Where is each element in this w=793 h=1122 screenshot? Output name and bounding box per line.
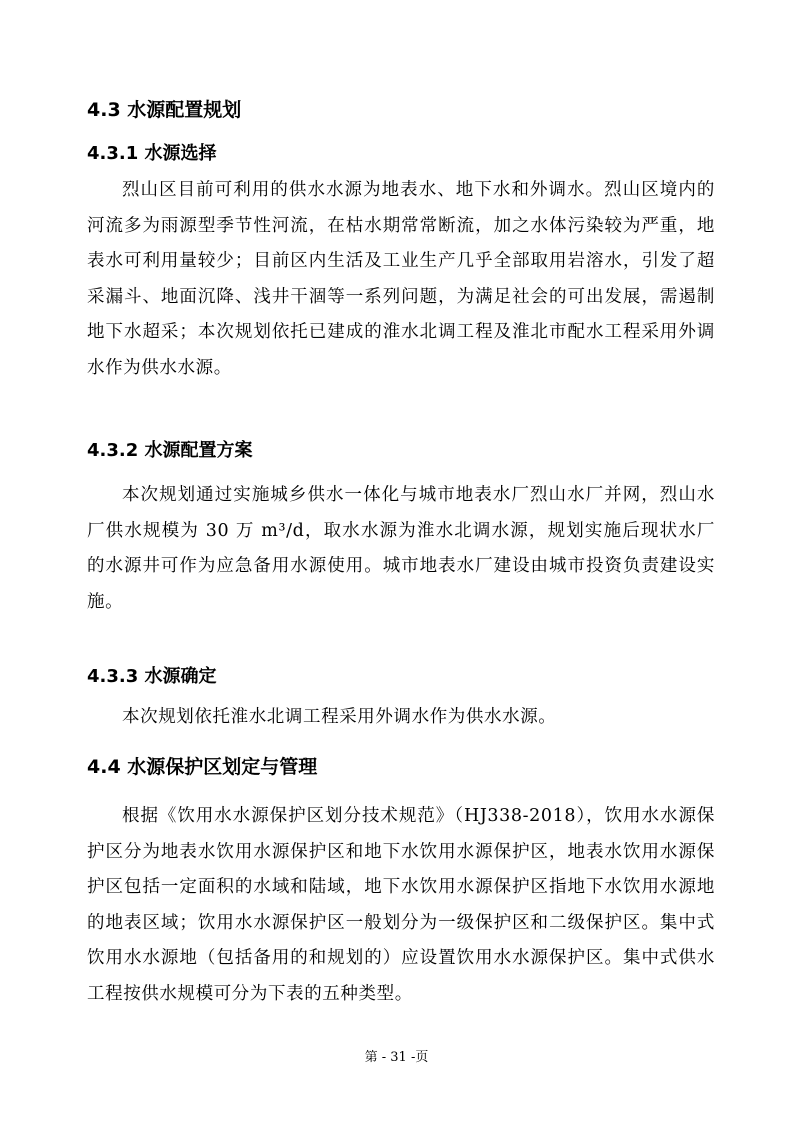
section-4-4-paragraph: 根据《饮用水水源保护区划分技术规范》（HJ338-2018），饮用水水源保护区分为地表水饮用水源保护区和地下水饮用水源保护区，地表水饮用水源保护区包括一定面积的水域和陆域，地下水饮用水源保护区指地下水饮用水源地的地表区域；饮用水水源保护区一般划分为一级保护区和二级保护区。集中式饮用水水源地（包括备用的和规划的）应设置饮用水水源保护区。集中式供水工程按供水规模可分为下表的五种类型。 [87, 806, 715, 1004]
section-4-3-1-paragraph: 烈山区目前可利用的供水水源为地表水、地下水和外调水。烈山区境内的河流多为雨源型季节性河流，在枯水期常常断流，加之水体污染较为严重，地表水可利用量较少；目前区内生活及工业生产几乎全部取用岩溶水，引发了超采漏斗、地面沉降、浅井干涸等一系列问题，为满足社会的可出发展，需遏制地下水超采；本次规划依托已建成的淮水北调工程及淮北市配水工程采用外调水作为供水水源。 [87, 180, 715, 378]
section-4-3-1-title: 4.3.1 水源选择 [87, 143, 217, 164]
section-4-4-title: 4.4 水源保护区划定与管理 [87, 756, 318, 778]
section-4-3-2-paragraph: 本次规划通过实施城乡供水一体化与城市地表水厂烈山水厂并网，烈山水厂供水规模为 30 万 m³/d，取水水源为淮水北调水源，规划实施后现状水厂的水源井可作为应急备用水源使用。城市地表水厂建设由城市投资负责建设实施。 [87, 485, 715, 612]
page-number: 第 - 31 -页 [364, 1050, 429, 1065]
section-4-3-3-title: 4.3.3 水源确定 [87, 666, 217, 687]
section-4-3-title: 4.3 水源配置规划 [87, 99, 242, 121]
section-4-3-2-title: 4.3.2 水源配置方案 [87, 440, 253, 461]
section-4-3-3-paragraph: 本次规划依托淮水北调工程采用外调水作为供水水源。 [122, 707, 557, 727]
